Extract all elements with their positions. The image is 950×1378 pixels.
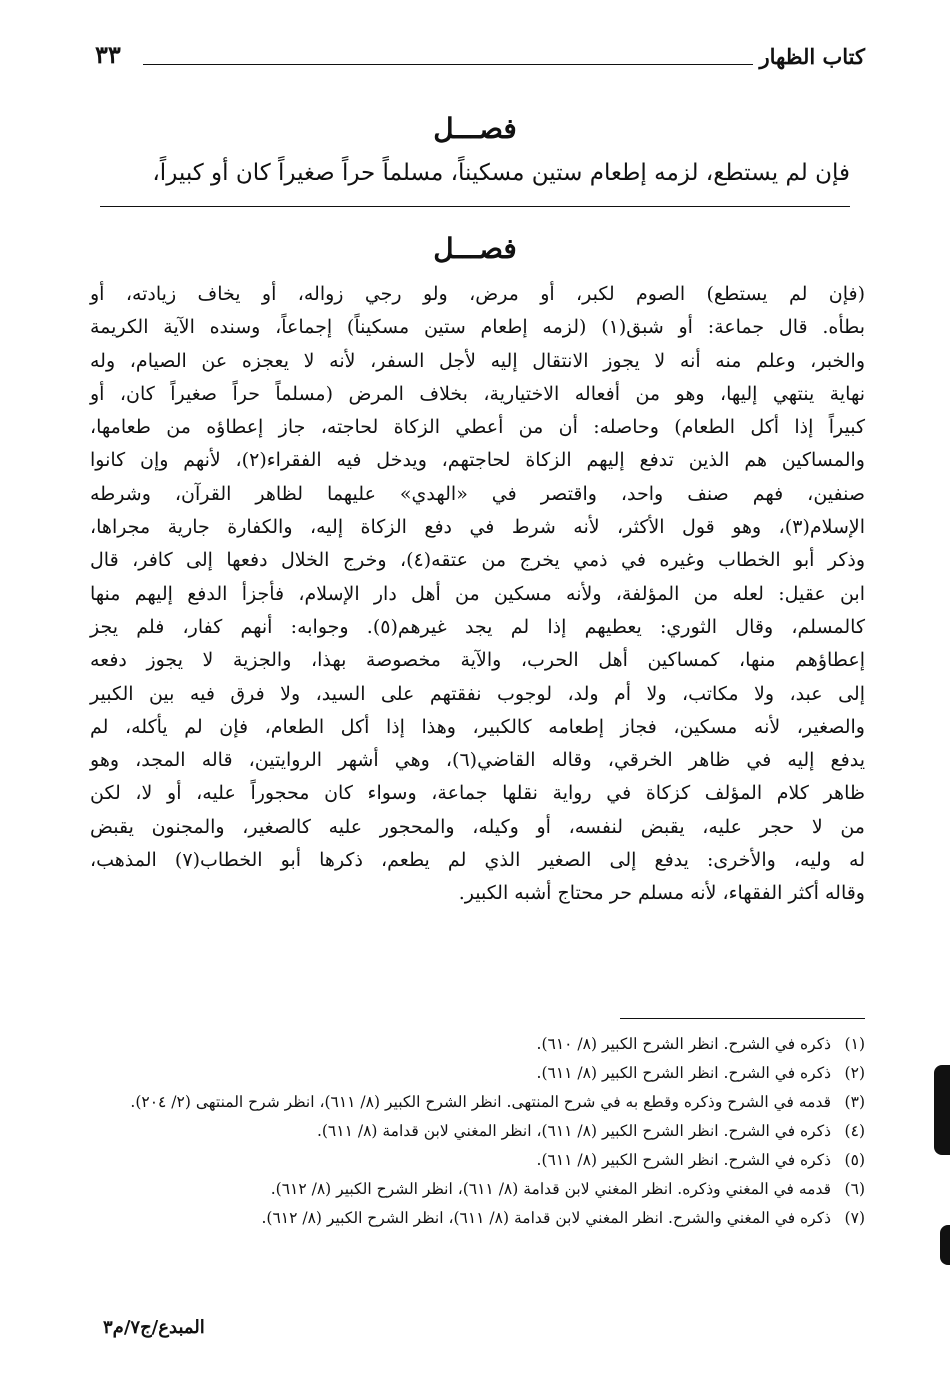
footnote-number: (١)	[844, 1035, 865, 1053]
running-header	[95, 40, 865, 80]
text-line: إعطاؤهم منها، كمساكين أهل الحرب، والآية مخصوصة بهذا، والجزية لا يجوز دفعه	[90, 649, 865, 672]
sharh-heading: فصـــل	[433, 232, 517, 265]
footnote-text: قدمه في المغني وذكره. انظر المغني لابن قدامة (٨/ ٦١١)، انظر الشرح الكبير (٨/ ٦١٢).	[270, 1180, 831, 1198]
footnote-item	[100, 1088, 865, 1117]
text-line: صنفين، فهم صنف واحد، واقتصر في «الهدي» عليهما لظاهر القرآن، وشرطه	[90, 482, 865, 505]
text-line: إلى عبد، ولا مكاتب، ولا أم ولد، لوجوب نفقتهم على السيد، ولا فرق فيه بين الكبير	[90, 682, 865, 705]
footnote-text: ذكره في الشرح. انظر الشرح الكبير (٨/ ٦١١).	[536, 1151, 831, 1169]
text-line: من لا حجر عليه، يقبض لنفسه، أو وكيله، والمحجور عليه كالصغير، والمجنون يقبض	[90, 815, 865, 838]
footnote-number: (٧)	[844, 1209, 865, 1227]
text-line: وقاله أكثر الفقهاء، لأنه مسلم حر محتاج أشبه الكبير.	[458, 882, 865, 905]
text-line: وذكر أبو الخطاب وغيره في ذمي يخرج من عتقه(٤)، وخرج الخلال دفعها إلى كافر، قال	[90, 549, 866, 572]
commentary-body	[90, 278, 865, 911]
text-line: والمساكين هم الذين تدفع إليهم الزكاة لحاجتهم، ويدخل فيه الفقراء(٢)، لأنهم وإن كانوا	[90, 449, 865, 472]
footnote-divider	[620, 1018, 865, 1019]
footnote-item	[100, 1059, 865, 1088]
footnote-item	[100, 1117, 865, 1146]
footnote-item	[100, 1030, 865, 1059]
text-line: ظاهر كلام المؤلف كزكاة في رواية نقلها جماعة، وسواء كان محجوراً عليه، أو لا، لكن	[90, 782, 865, 805]
scan-edge-shadow-lower	[940, 1225, 950, 1265]
footnote-item	[100, 1146, 865, 1175]
matn-heading: فصـــل	[433, 112, 517, 145]
scan-edge-shadow	[934, 1065, 950, 1155]
footnote-text: ذكره في المغني والشرح. انظر المغني لابن قدامة (٨/ ٦١١)، انظر الشرح الكبير (٨/ ٦١٢).	[261, 1209, 831, 1227]
footnote-text: قدمه في الشرح وذكره وقطع به في شرح المنتهى. انظر الشرح الكبير (٨/ ٦١١)، انظر شرح المنتهى (٢/ ٢٠٤).	[130, 1093, 831, 1111]
text-line: (فإن لم يستطع) الصوم لكبر، أو مرض، ولو رجي زواله، أو يخاف زيادته، أو	[90, 283, 865, 305]
footnote-number: (٢)	[844, 1064, 865, 1082]
text-line: يدفع إليه في ظاهر الخرقي، وقاله القاضي(٦)، وهي أشهر الروايتين، قاله المجد، وهو	[90, 749, 865, 772]
matn-text: فإن لم يستطع، لزمه إطعام ستين مسكيناً، مسلماً حراً صغيراً كان أو كبيراً،	[152, 160, 850, 186]
signature-mark: المبدع/ج٧/م٣	[103, 1317, 205, 1338]
text-line: بطأه. قال جماعة: أو شبق(١) (لزمه إطعام ستين مسكيناً) إجماعاً، وسنده الآية الكريمة	[90, 316, 865, 339]
footnote-number: (٤)	[844, 1122, 865, 1140]
text-line: الإسلام(٣)، وهو قول الأكثر، لأنه شرط في دفع الزكاة إليه، والكفارة جارية مجراها،	[90, 516, 865, 539]
footnote-number: (٦)	[844, 1180, 865, 1198]
footnote-item	[100, 1175, 865, 1204]
matn-divider	[100, 206, 850, 207]
text-line: ابن عقيل: لعله من المؤلفة، ولأنه مسكين من أهل دار الإسلام، فأجزأ الدفع إليهم منها	[90, 582, 865, 605]
footnote-number: (٥)	[844, 1151, 865, 1169]
text-line: نهاية ينتهي إليها، وهو من أفعاله الاختيارية، بخلاف المرض (مسلماً حراً صغيراً كان، أو	[90, 382, 865, 405]
text-line: والخبر، وعلم منه أنه لا يجوز الانتقال إليه لأجل السفر، لأنه لا يعجزه عن الصيام، وله	[90, 349, 865, 372]
book-title: كتاب الظهار	[759, 44, 865, 69]
footnote-number: (٣)	[844, 1093, 865, 1111]
footnote-item	[100, 1204, 865, 1233]
text-line: كالمسلم، وقال الثوري: يعطيهم إذا لم يجد غيرهم(٥). وجوابه: أنهم كفار، فلم يجز	[90, 615, 865, 638]
header-rule	[143, 64, 753, 65]
text-line: كبيراً إذا أكل الطعام) وحاصله: أن من أعطي الزكاة لحاجته، جاز إعطاؤه من طعامها،	[90, 416, 865, 439]
footnote-text: ذكره في الشرح. انظر الشرح الكبير (٨/ ٦١١)، انظر المغني لابن قدامة (٨/ ٦١١).	[316, 1122, 831, 1140]
page-number: ٣٣	[95, 40, 121, 69]
footnote-text: ذكره في الشرح. انظر الشرح الكبير (٨/ ٦١١).	[536, 1064, 831, 1082]
text-line: والصغير، لأنه مسكين، فجاز إطعامه كالكبير، وهذا إذا أكل الطعام، فإن لم يأكله، لم	[90, 715, 865, 738]
text-line: له وليه، والأخرى: يدفع إلى الصغير الذي لم يطعم، ذكرها أبو الخطاب(٧) المذهب،	[90, 849, 865, 872]
footnotes	[100, 1030, 865, 1233]
footnote-text: ذكره في الشرح. انظر الشرح الكبير (٨/ ٦١٠).	[536, 1035, 831, 1053]
